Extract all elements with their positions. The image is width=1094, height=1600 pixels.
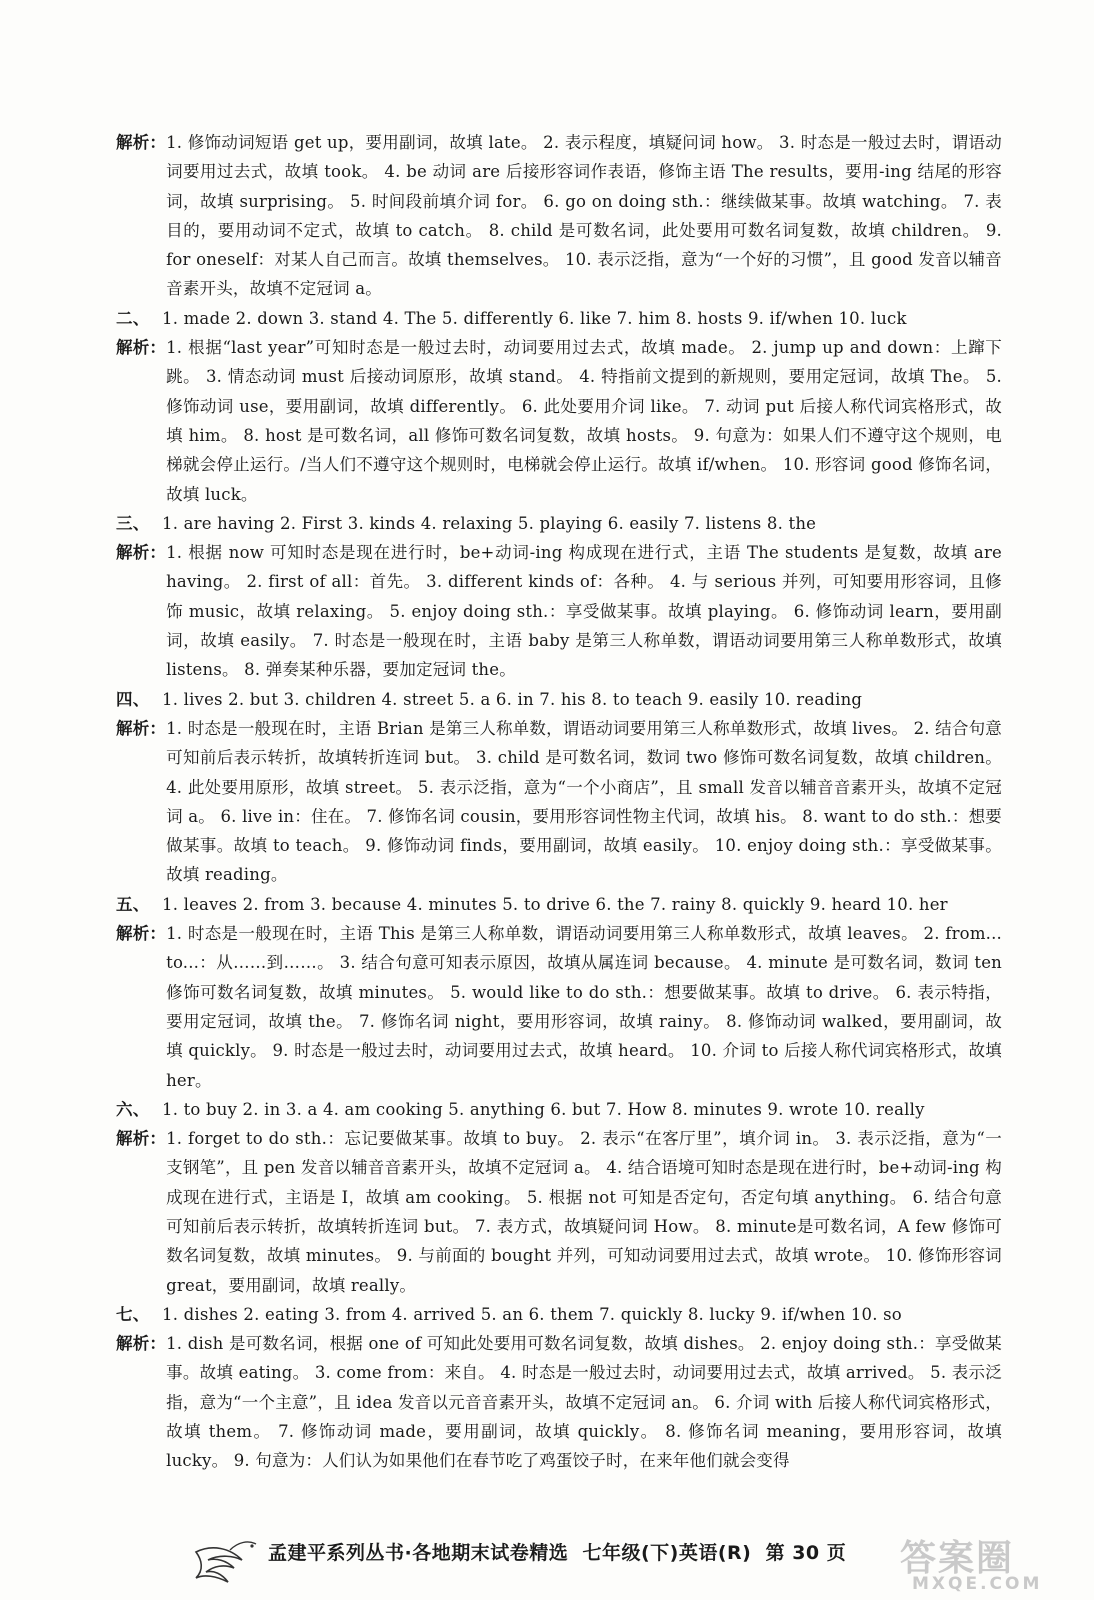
section-7-analysis (116, 1329, 1002, 1475)
analysis-label: 解析： (116, 1334, 167, 1354)
section-5-analysis (116, 919, 1002, 1095)
analysis-text: 1. 修饰动词短语 get up，要用副词，故填 late。 2. 表示程度，填疑问词 how。 3. 时态是一般过去时，谓语动词要用过去式，故填 took。 4. be 动词 are 后接形容词作表语，修饰主语 The results，要用-ing 结尾的形容词，故填 surprising。 5. 时间段前填介词 for。 6. go on doing sth.：继续做某事。故填 watching。 7. 表目的，要用动词不定式，故填 to catch。 8. child 是可数名词，此处要用可数名词复数，故填 children。 9. for oneself：对某人自己而言。故填 themselves。 10. 表示泛指，意为“一个好的习惯”，且 good 发音以辅音音素开头，故填不定冠词 a。 (166, 133, 1002, 299)
section-label: 二、 (116, 308, 150, 328)
answer-list: 1. leaves 2. from 3. because 4. minutes 5. to drive 6. the 7. rainy 8. quickly 9. heard 10. her (162, 894, 948, 914)
section-label: 七、 (116, 1304, 150, 1324)
bird-logo-icon (190, 1530, 262, 1590)
series-name: 孟建平系列丛书 (268, 1542, 405, 1564)
section-2-answers (116, 304, 1002, 333)
section-6-analysis (116, 1124, 1002, 1300)
watermark-url: MXQE.COM (912, 1574, 1043, 1594)
analysis-text: 1. 时态是一般现在时，主语 Brian 是第三人称单数，谓语动词要用第三人称单数形式，故填 lives。 2. 结合句意可知前后表示转折，故填转折连词 but。 3. child 是可数名词，数词 two 修饰可数名词复数，故填 children。 4. 此处要用原形，故填 street。 5. 表示泛指，意为“一个小商店”，且 small 发音以辅音音素开头，故填不定冠词 a。 6. live in：住在。 7. 修饰名词 cousin，要用形容词性物主代词，故填 his。 8. want to do sth.：想要做某事。故填 to teach。 9. 修饰动词 finds，要用副词，故填 easily。 10. enjoy doing sth.：享受做某事。故填 reading。 (166, 718, 1002, 885)
page-number: 第 30 页 (765, 1542, 847, 1564)
grade-subject: 七年级(下)英语(R) (582, 1542, 752, 1564)
section-3-answers (116, 509, 1002, 538)
analysis-label: 解析： (116, 338, 167, 358)
analysis-text: 1. dish 是可数名词，根据 one of 可知此处要用可数名词复数，故填 dishes。 2. enjoy doing sth.：享受做某事。故填 eating。 3. come from：来自。 4. 时态是一般过去时，动词要用过去式，故填 arrived。 5. 表示泛指，意为“一个主意”，且 idea 发音以元音音素开头，故填不定冠词 an。 6. 介词 with 后接人称代词宾格形式，故填 them。 7. 修饰动词 made，要用副词，故填 quickly。 8. 修饰名词 meaning，要用形容词，故填 lucky。 9. 句意为：人们认为如果他们在春节吃了鸡蛋饺子时，在来年他们就会变得 (166, 1334, 1002, 1471)
analysis-label: 解析： (116, 924, 167, 944)
book-name: 各地期末试卷精选 (412, 1542, 569, 1564)
section-label: 三、 (116, 513, 150, 533)
section-4-answers (116, 685, 1002, 714)
analysis-text: 1. 时态是一般现在时，主语 This 是第三人称单数，谓语动词要用第三人称单数形式，故填 leaves。 2. from... to...：从……到……。 3. 结合句意可知表示原因，故填从属连词 because。 4. minute 是可数名词，数词 ten 修饰可数名词复数，故填 minutes。 5. would like to do sth.：想要做某事。故填 to drive。 6. 表示特指，要用定冠词，故填 the。 7. 修饰名词 night，要用形容词，故填 rainy。 8. 修饰动词 walked，要用副词，故填 quickly。 9. 时态是一般过去时，动词要用过去式，故填 heard。 10. 介词 to 后接人称代词宾格形式，故填 her。 (166, 924, 1002, 1090)
section-7-answers (116, 1300, 1002, 1329)
separator: · (404, 1542, 413, 1564)
watermark: 答案圈 (900, 1538, 1015, 1579)
section-4-analysis (116, 714, 1002, 890)
answer-page (116, 128, 1002, 1476)
section-label: 四、 (116, 689, 150, 709)
answer-list: 1. are having 2. First 3. kinds 4. relaxing 5. playing 6. easily 7. listens 8. the (162, 513, 817, 533)
answer-list: 1. made 2. down 3. stand 4. The 5. differently 6. like 7. him 8. hosts 9. if/when 10. luck (162, 308, 907, 328)
section-label: 五、 (116, 894, 150, 914)
section-6-answers (116, 1095, 1002, 1124)
analysis-label: 解析： (116, 718, 167, 738)
analysis-label: 解析： (116, 1129, 167, 1149)
page-footer (0, 1530, 1094, 1600)
footer-caption (268, 1538, 846, 1565)
analysis-label: 解析： (116, 133, 167, 152)
section-label: 六、 (116, 1099, 150, 1119)
section-2-analysis (116, 333, 1002, 509)
analysis-text: 1. 根据“last year”可知时态是一般过去时，动词要用过去式，故填 made。 2. jump up and down：上蹿下跳。 3. 情态动词 must 后接动词原形，故填 stand。 4. 特指前文提到的新规则，要用定冠词，故填 The。 5. 修饰动词 use，要用副词，故填 differently。 6. 此处要用介词 like。 7. 动词 put 后接人称代词宾格形式，故填 him。 8. host 是可数名词，all 修饰可数名词复数，故填 hosts。 9. 句意为：如果人们不遵守这个规则，电梯就会停止运行。/当人们不遵守这个规则时，电梯就会停止运行。故填 if/when。 10. 形容词 good 修饰名词，故填 luck。 (166, 338, 1002, 504)
answer-list: 1. lives 2. but 3. children 4. street 5. a 6. in 7. his 8. to teach 9. easily 10. reading (162, 689, 863, 709)
section-5-answers (116, 890, 1002, 919)
analysis-text: 1. 根据 now 可知时态是现在进行时，be+动词-ing 构成现在进行式，主语 The students 是复数，故填 are having。 2. first of all：首先。 3. different kinds of：各种。 4. 与 serious 并列，可知要用形容词，且修饰 music，故填 relaxing。 5. enjoy doing sth.：享受做某事。故填 playing。 6. 修饰动词 learn，要用副词，故填 easily。 7. 时态是一般现在时，主语 baby 是第三人称单数，谓语动词要用第三人称单数形式，故填 listens。 8. 弹奏某种乐器，要加定冠词 the。 (166, 543, 1002, 680)
analysis-label: 解析： (116, 543, 167, 563)
answer-list: 1. to buy 2. in 3. a 4. am cooking 5. anything 6. but 7. How 8. minutes 9. wrote 10. really (162, 1099, 925, 1119)
analysis-text: 1. forget to do sth.：忘记要做某事。故填 to buy。 2. 表示“在客厅里”，填介词 in。 3. 表示泛指，意为“一支钢笔”，且 pen 发音以辅音音素开头，故填不定冠词 a。 4. 结合语境可知时态是现在进行时，be+动词-ing 构成现在进行式，主语是 I，故填 am cooking。 5. 根据 not 可知是否定句，否定句填 anything。 6. 结合句意可知前后表示转折，故填转折连词 but。 7. 表方式，故填疑问词 How。 8. minute是可数名词，A few 修饰可数名词复数，故填 minutes。 9. 与前面的 bought 并列，可知动词要用过去式，故填 wrote。 10. 修饰形容词 great，要用副词，故填 really。 (166, 1129, 1002, 1295)
section-3-analysis (116, 538, 1002, 684)
section-1-analysis (116, 128, 1002, 304)
answer-list: 1. dishes 2. eating 3. from 4. arrived 5. an 6. them 7. quickly 8. lucky 9. if/when 10. so (162, 1304, 902, 1324)
